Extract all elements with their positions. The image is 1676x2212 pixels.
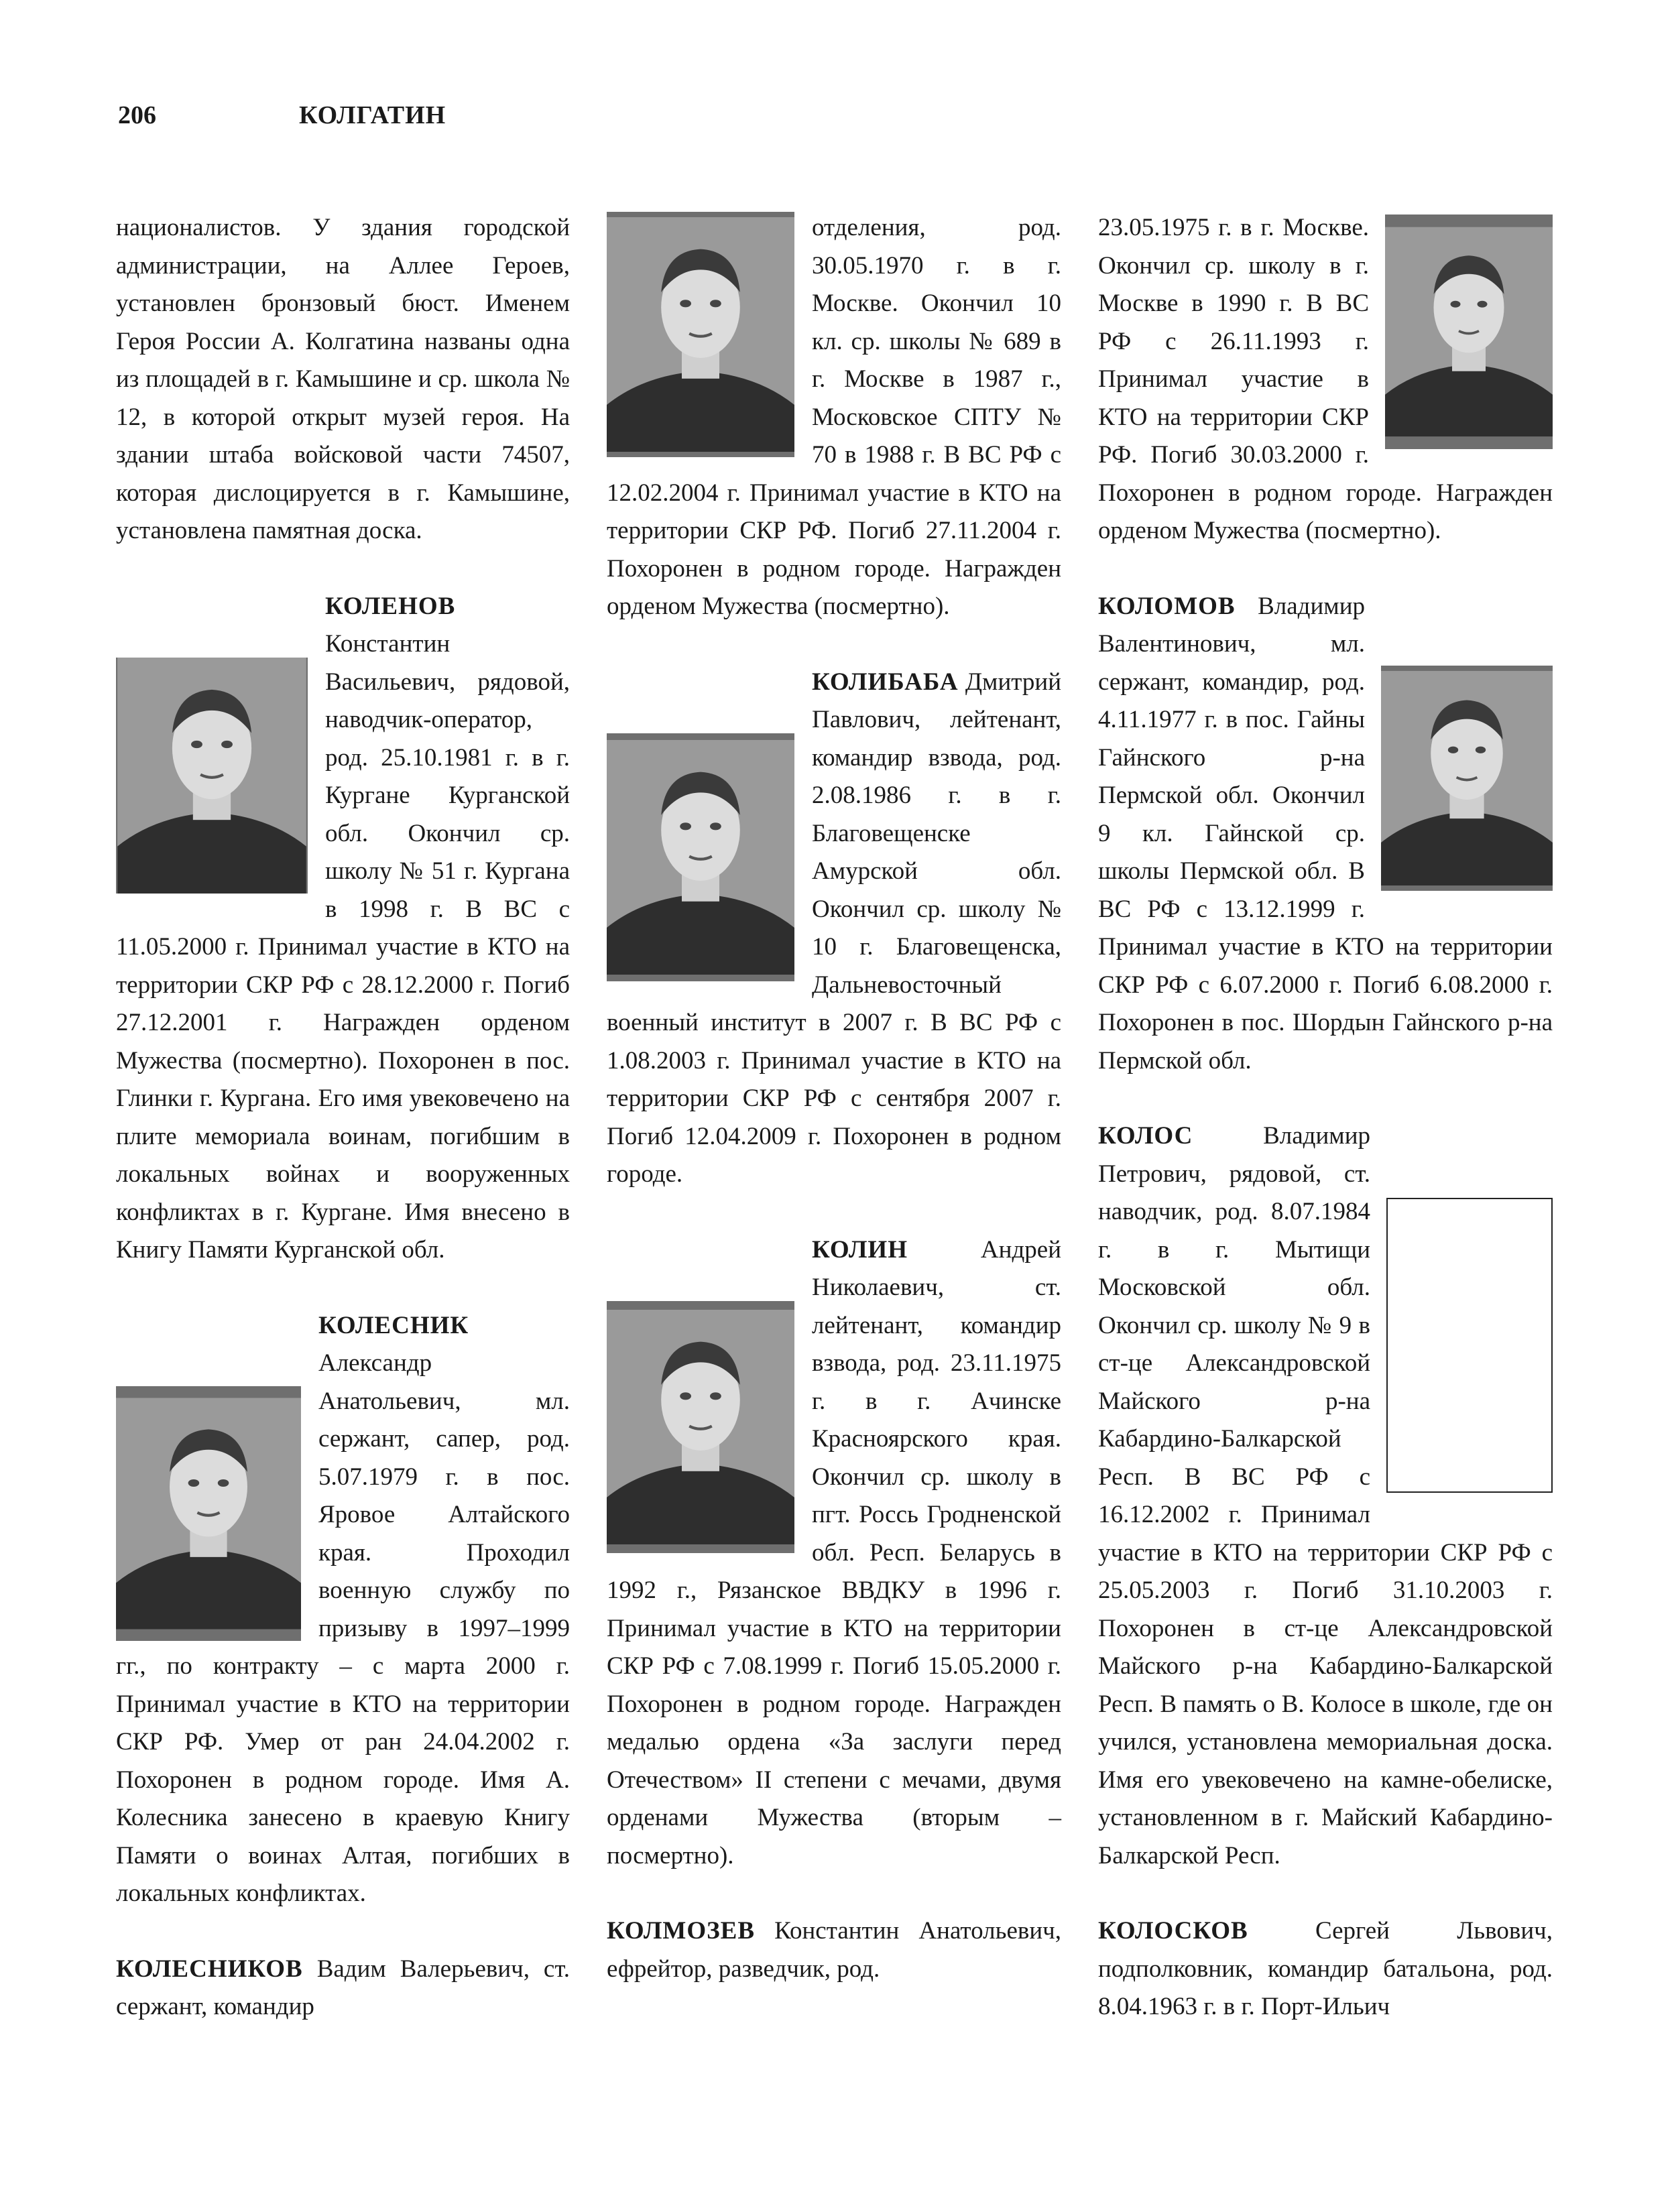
entry-surname: КОЛОСКОВ [1098,1917,1248,1945]
portrait-photo [1381,666,1553,891]
col3-intro [1098,209,1553,550]
portrait-photo [1385,214,1553,449]
entry-surname: КОЛИН [812,1235,908,1264]
entry-kolin [607,1231,1061,1876]
entry-text: Сергей Львович, подполковник, командир батальона, род. 8.04.1963 г. в г. Порт-Ильич [1098,1917,1553,2020]
portrait-photo [116,1386,301,1641]
portrait-photo [607,733,794,981]
portrait-photo [607,212,794,457]
entry-text: отделения, род. 30.05.1970 г. в г. Москве. Окончил 10 кл. ср. школы № 689 в г. Москве в 1987 г., Московское СПТУ № 70 в 1988 г. В ВС РФ с 12.02.2004 г. Принимал участие в КТО на территории СКР РФ. Погиб 27.11.2004 г. Похоронен в родном городе. Награжден орденом Мужества (посмертно). [607,214,1061,620]
entry-kolos [1098,1117,1553,1875]
entry-text: Константин Васильевич, рядовой, наводчик-оператор, род. 25.10.1981 г. в г. Кургане Курганской обл. Окончил ср. школу № 51 г. Кургана в 1998 г. В ВС с 11.05.2000 г. Принимал участие в КТО на территории СКР РФ с 28.12.2000 г. Погиб 27.12.2001 г. Награжден орденом Мужества (посмертно). Похоронен в пос. Глинки г. Кургана. Его имя увековечено на плите мемориала воинам, погибшим в локальных войнах и вооруженных конфликтах в г. Кургане. Имя внесено в Книгу Памяти Курганской обл. [116,630,570,1264]
entry-surname: КОЛЕСНИКОВ [116,1955,303,1983]
portrait-photo [607,1301,794,1553]
entry-kolmozev [607,1912,1061,1988]
entry-koloskov [1098,1912,1553,2026]
entry-surname: КОЛИБАБА [812,668,959,696]
entry-surname: КОЛОМОВ [1098,592,1236,620]
entry-kolesnikov [116,1951,570,2026]
entry-kolibaba [607,664,1061,1194]
entry-surname: КОЛОС [1098,1122,1193,1150]
entry-surname: КОЛМОЗЕВ [607,1917,756,1945]
portrait-photo [116,658,308,894]
entry-text: Дмитрий Павлович, лейтенант, командир взвода, род. 2.08.1986 г. в г. Благовещенске Амурской обл. Окончил ср. школу № 10 г. Благовещенска, Дальневосточный военный институт в 2007 г. В ВС РФ с 1.08.2003 г. Принимал участие в КТО на территории СКР РФ с сентября 2007 г. Погиб 12.04.2009 г. Похоронен в родном городе. [607,668,1061,1188]
column-2 [607,209,1061,1988]
column-3 [1098,209,1553,2026]
entry-kolenov [116,588,570,1270]
entry-text: 23.05.1975 г. в г. Москве. Окончил ср. школу в г. Москве в 1990 г. В ВС РФ с 26.11.1993 г. Принимал участие в КТО на территории СКР РФ. Погиб 30.03.2000 г. Похоронен в родном городе. Награжден орденом Мужества (посмертно). [1098,214,1553,544]
entry-text: Вадим Валерьевич, ст. сержант, командир [116,1955,570,2020]
entry-text: Константин Анатольевич, ефрейтор, разведчик, род. [607,1917,1062,1983]
entry-text: Андрей Николаевич, ст. лейтенант, командир взвода, род. 23.11.1975 г. в г. Ачинске Красноярского края. Окончил ср. школу в пгт. Россь Гродненской обл. Респ. Беларусь в 1992 г., Рязанское ВВДКУ в 1996 г. Принимал участие в КТО на территории СКР РФ с 7.08.1999 г. Погиб 15.05.2000 г. Похоронен в родном городе. Награжден медалью ордена «За заслуги перед Отечеством» II степени с мечами, двумя орденами Мужества (вторым – посмертно). [607,1235,1061,1869]
page-header [118,101,446,130]
col2-intro [607,209,1061,626]
column-1 [116,209,570,2026]
entry-kolesnik [116,1307,570,1913]
entry-surname: КОЛЕСНИК [318,1311,469,1339]
entry-text: Александр Анатольевич, мл. сержант, сапер, род. 5.07.1979 г. в пос. Яровое Алтайского края. Проходил военную службу по призыву в 1997–1999 гг., по контракту – с марта 2000 г. Принимал участие в КТО на территории СКР РФ. Умер от ран 24.04.2002 г. Похоронен в родном городе. Имя А. Колесника занесено в краевую Книгу Памяти о воинах Алтая, погибших в локальных конфликтах. [116,1349,570,1907]
col1-intro: националистов. У здания городской администрации, на Аллее Героев, установлен бронзовый бюст. Именем Героя России А. Колгатина названы одна из площадей в г. Камышине и ср. школа № 12, в которой открыт музей героя. На здании штаба войсковой части 74507, которая дислоцируется в г. Камышине, установлена памятная доска. [116,214,570,544]
running-head: КОЛГАТИН [299,101,446,129]
entry-kolomov [1098,588,1553,1081]
entry-text: Владимир Петрович, рядовой, ст. наводчик, род. 8.07.1984 г. в г. Мытищи Московской обл. Окончил ср. школу № 9 в ст-це Александровской Майского р-на Кабардино-Балкарской Респ. В ВС РФ с 16.12.2002 г. Принимал участие в КТО на территории СКР РФ с 25.05.2003 г. Погиб 31.10.2003 г. Похоронен в ст-це Александровской Майского р-на Кабардино-Балкарской Респ. В память о В. Колосе в школе, где он учился, установлена мемориальная доска. Имя его увековечено на камне-обелиске, установленном в г. Майский Кабардино-Балкарской Респ. [1098,1122,1553,1869]
entry-surname: КОЛЕНОВ [325,592,456,620]
portrait-placeholder [1386,1198,1553,1493]
entry-text: Владимир Валентинович, мл. сержант, командир, род. 4.11.1977 г. в пос. Гайны Гайнского р-на Пермской обл. Окончил 9 кл. Гайнской ср. школы Пермской обл. В ВС РФ с 13.12.1999 г. Принимал участие в КТО на территории СКР РФ с 6.07.2000 г. Погиб 6.08.2000 г. Похоронен в пос. Шордын Гайнского р-на Пермской обл. [1098,592,1553,1074]
page-number: 206 [118,101,156,129]
